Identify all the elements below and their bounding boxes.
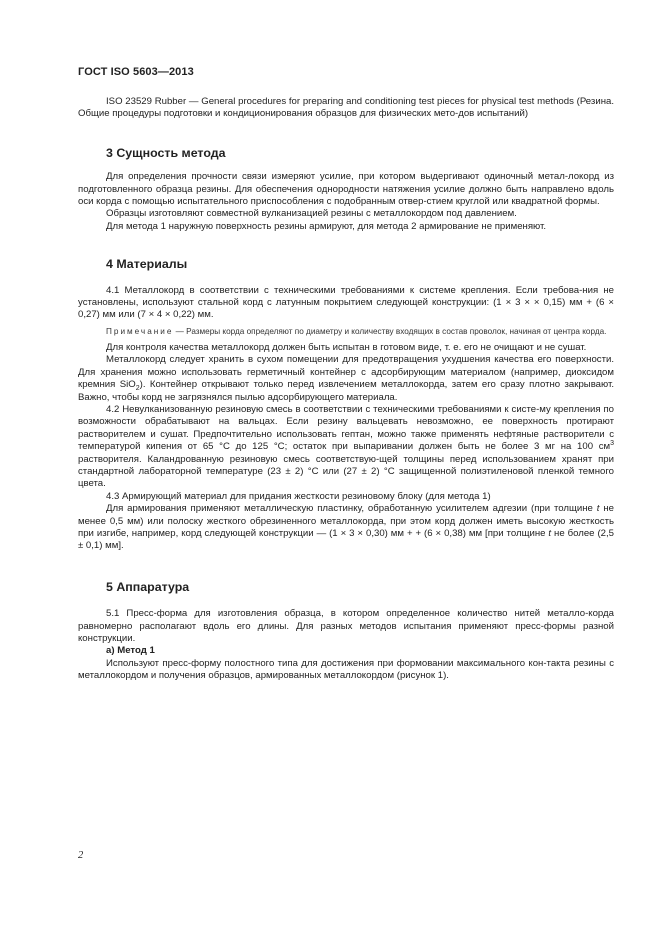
section-4-title: 4 Материалы [106, 257, 188, 272]
clause-4-1: 4.1 Металлокорд в соответствии с техническими требованиями к системе крепления. Если требова-ния не установлены, используют стальной корд с латунным покрытием следующей конструкции: (1 × 3 × × 0,15) мм + (6 × 0,27) мм или (7 × 4 × 0,22) мм. [78, 284, 614, 321]
reinforcement-paragraph: Для армирования применяют металлическую пластинку, обработанную усилителем адгезии (при толщине t не менее 0,5 мм) или полоску жесткого обрезиненного металлокорда, при этом корд должен иметь высокую жесткость при изгибе, например, корд следующей конструкции — (1 × 3 × 0,30) мм + + (6 × 0,38) мм [при толщине t не более (2,5 ± 0,1) мм]. [78, 503, 614, 552]
superscript: 3 [610, 439, 614, 447]
thickness-symbol: t [548, 527, 552, 539]
subscript: 2 [135, 385, 140, 392]
control-paragraph: Для контроля качества металлокорд должен быть испытан в готовом виде, т. е. его не очищают и не сушат. [106, 341, 587, 353]
normative-reference: ISO 23529 Rubber — General procedures for preparing and conditioning test pieces for physical test methods (Резина. Общие процедуры подготовки и кондиционирования образцов для физических мето-дов испытаний) [78, 96, 614, 120]
section-3-paragraph-2: Образцы изготовляют совместной вулканизацией резины с металлокордом под давлением. [106, 208, 517, 220]
method-1-paragraph: Используют пресс-форму полостного типа для достижения при формовании максимального кон-такта резины с металлокордом и получения образцов, армированных металлокордом (рисунок 1). [78, 657, 614, 682]
document-header: ГОСТ ISO 5603—2013 [78, 66, 194, 78]
thickness-symbol: t [596, 503, 600, 515]
document-body [78, 96, 614, 683]
note [78, 326, 614, 337]
clause-4-3: 4.3 Армирующий материал для придания жесткости резиновому блоку (для метода 1) [106, 490, 491, 502]
note-label: Примечание [106, 326, 174, 336]
method-1-heading: а) Метод 1 [106, 645, 155, 657]
note-text: — Размеры корда определяют по диаметру и количеству входящих в состав проволок, начиная от центра корда. [173, 326, 607, 336]
storage-paragraph: Металлокорд следует хранить в сухом помещении для предотвращения ухудшения качества его поверхности. Для хранения можно использовать герметичный контейнер с адсорбирующим материалом (например, диоксидом кремния SiO$_2$). Контейнер открывают только перед извлечением металлокорда, затем его сразу плотно закрывают. Важно, чтобы корд не загрязнялся пылью адсорбирующего материала. [78, 354, 614, 403]
section-5-title: 5 Аппаратура [106, 579, 190, 594]
clause-5-1: 5.1 Пресс-форма для изготовления образца, в котором определенное количество нитей металло-корда равномерно располагают вдоль его длины. Для разных методов испытания применяют пресс-формы разной конструкции. [78, 608, 614, 644]
page-number: 2 [78, 850, 84, 861]
clause-4-2: 4.2 Невулканизованную резиновую смесь в соответствии с техническими требованиями к систе-му крепления по возможности обрабатывают на вальцах. Если резину вальцевать невозможно, ее поверхность протирают растворителем и сушат. Предпочтительно использовать гептан, можно также применять нефтяные растворители с температурой кипения от 65 °С до 125 °С; остаток при выпаривании должен быть не более 3 мг на 100 $см^3$ растворителя. Каландрованную резиновую смесь соответствую-щей толщины перед использованием хранят при стандартной лабораторной температуре (23 ± 2) °С или (27 ± 2) °С защищенной полиэтиленовой пленкой темного цвета. [78, 403, 614, 490]
section-3-paragraph-1: Для определения прочности связи измеряют усилие, при котором выдергивают одиночный метал-локорд из подготовленного образца резины. Для обеспечения однородности натяжения усилие должно быть направлено вдоль оси корда с помощью испытательного приспособления с подобранным отвер-стием круглой или квадратной формы. [78, 171, 614, 208]
section-3-paragraph-3: Для метода 1 наружную поверхность резины армируют, для метода 2 армирование не применяют. [106, 220, 547, 232]
section-3-title: 3 Сущность метода [106, 145, 226, 160]
